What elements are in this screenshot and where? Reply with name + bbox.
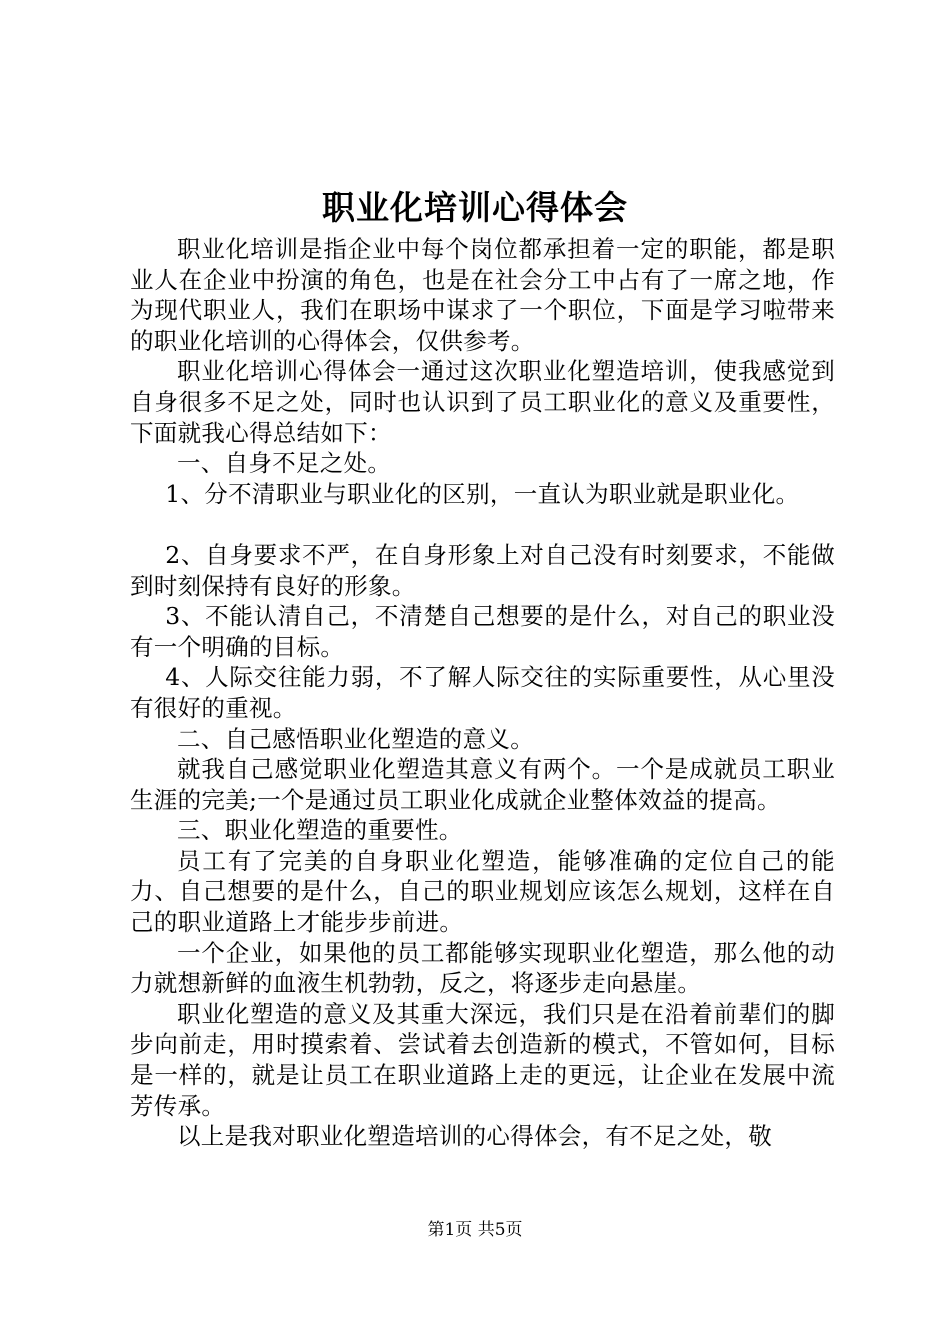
page-indicator: 第1页 共5页 <box>427 1220 523 1240</box>
list-item-4: 4、人际交往能力弱，不了解人际交往的实际重要性，从心里没有很好的重视。 <box>130 663 835 722</box>
document-title: 职业化培训心得体会 <box>322 188 628 227</box>
section-heading-shortcomings: 一、自身不足之处。 <box>177 449 392 478</box>
section-heading-importance: 三、职业化塑造的重要性。 <box>177 816 463 845</box>
paragraph-intro: 职业化培训是指企业中每个岗位都承担着一定的职能，都是职业人在企业中扮演的角色，也是在社会分工中占有了一席之地，作为现代职业人，我们在职场中谋求了一个职位，下面是学习啦带来的职业化培训的心得体会，仅供参考。 <box>130 235 835 355</box>
list-item-1: 1、分不清职业与职业化的区别，一直认为职业就是职业化。 <box>165 479 800 508</box>
paragraph-importance-2: 一个企业，如果他的员工都能够实现职业化塑造，那么他的动力就想新鲜的血液生机勃勃，反之，将逐步走向悬崖。 <box>130 938 835 998</box>
blank-line <box>130 509 835 540</box>
paragraph-importance-1: 员工有了完美的自身职业化塑造，能够准确的定位自己的能力、自己想要的是什么，自己的职业规划应该怎么规划，这样在自己的职业道路上才能步步前进。 <box>130 846 835 937</box>
section-heading-meaning: 二、自己感悟职业化塑造的意义。 <box>177 724 534 753</box>
paragraph-significance: 职业化塑造的意义及其重大深远，我们只是在沿着前辈们的脚步向前走，用时摸索着、尝试着去创造新的模式，不管如何，目标是一样的，就是让员工在职业道路上走的更远，让企业在发展中流芳传承。 <box>130 999 835 1120</box>
paragraph-opening: 职业化培训心得体会一通过这次职业化塑造培训，使我感觉到自身很多不足之处，同时也认识到了员工职业化的意义及重要性，下面就我心得总结如下： <box>130 357 835 447</box>
paragraph-meaning: 就我自己感觉职业化塑造其意义有两个。一个是成就员工职业生涯的完美;一个是通过员工职业化成就企业整体效益的提高。 <box>130 755 835 814</box>
list-item-3: 3、不能认清自己，不清楚自己想要的是什么，对自己的职业没有一个明确的目标。 <box>130 602 835 661</box>
paragraph-closing: 以上是我对职业化塑造培训的心得体会，有不足之处，敬 <box>177 1122 772 1151</box>
list-item-2: 2、自身要求不严，在自身形象上对自己没有时刻要求，不能做到时刻保持有良好的形象。 <box>130 540 835 600</box>
document-body <box>130 234 835 1152</box>
